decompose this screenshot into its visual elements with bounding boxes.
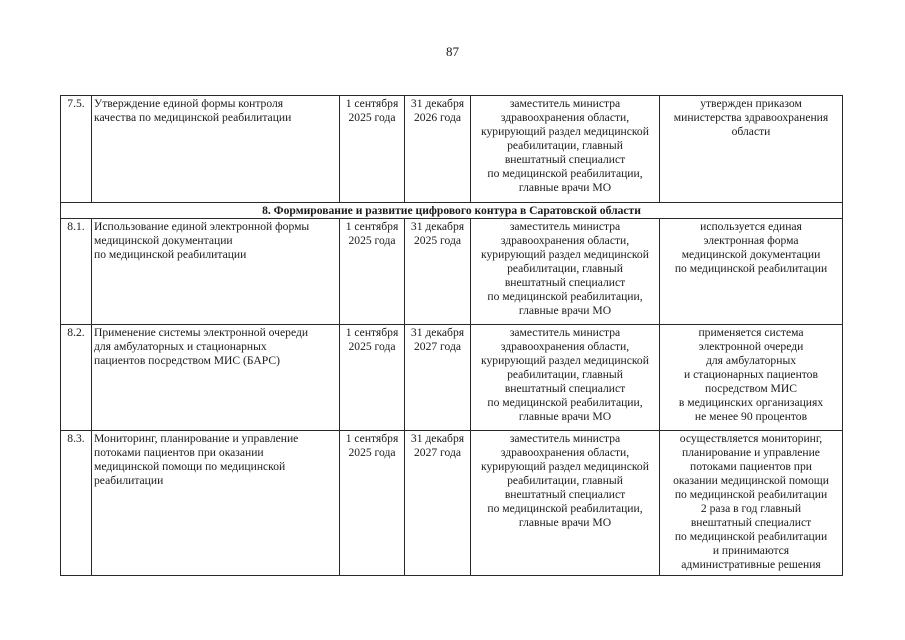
start-date-line: 1 сентября xyxy=(345,220,399,233)
start-date-line: 1 сентября xyxy=(345,97,399,110)
start-date-line: 2025 года xyxy=(348,234,396,247)
expected-result-line: потоками пациентов при xyxy=(689,460,812,473)
start-date xyxy=(340,431,405,576)
end-date xyxy=(405,325,471,431)
task-description-line: Мониторинг, планирование и управление xyxy=(94,432,299,445)
expected-result xyxy=(660,431,843,576)
responsible-persons-line: здравоохранения области, xyxy=(500,234,630,247)
responsible-persons xyxy=(471,96,660,203)
start-date-line: 1 сентября xyxy=(345,326,399,339)
responsible-persons-line: главные врачи МО xyxy=(518,181,612,194)
task-description-line: потоками пациентов при оказании xyxy=(94,446,264,459)
expected-result-line: по медицинской реабилитации xyxy=(674,530,828,543)
responsible-persons-line: главные врачи МО xyxy=(518,304,612,317)
item-number: 8.1. xyxy=(61,219,92,325)
start-date xyxy=(340,219,405,325)
responsible-persons-line: реабилитации, главный xyxy=(507,368,623,381)
responsible-persons-line: здравоохранения области, xyxy=(500,446,630,459)
responsible-persons-line: курирующий раздел медицинской xyxy=(481,354,649,367)
expected-result-line: оказании медицинской помощи xyxy=(673,474,829,487)
task-description-line: Утверждение единой формы контроля xyxy=(94,97,284,110)
responsible-persons xyxy=(471,325,660,431)
task-description-line: качества по медицинской реабилитации xyxy=(94,111,292,124)
expected-result-line: области xyxy=(731,125,771,138)
task-description-line: по медицинской реабилитации xyxy=(94,248,247,261)
responsible-persons xyxy=(471,431,660,576)
expected-result-line: электронная форма xyxy=(703,234,799,247)
task-description-line: пациентов посредством МИС (БАРС) xyxy=(94,354,280,367)
responsible-persons-line: реабилитации, главный xyxy=(507,262,623,275)
action-plan-table xyxy=(60,95,843,576)
end-date-line: 2027 года xyxy=(413,340,462,353)
responsible-persons-line: заместитель министра xyxy=(509,97,621,110)
expected-result-line: по медицинской реабилитации xyxy=(674,262,828,275)
task-description-line: для амбулаторных и стационарных xyxy=(94,340,267,353)
expected-result-line: осуществляется мониторинг, xyxy=(679,432,823,445)
start-date xyxy=(340,325,405,431)
start-date xyxy=(340,96,405,203)
end-date xyxy=(405,431,471,576)
start-date-line: 1 сентября xyxy=(345,432,399,445)
end-date-line: 2027 года xyxy=(413,446,462,459)
responsible-persons-line: по медицинской реабилитации, xyxy=(487,167,643,180)
responsible-persons-line: по медицинской реабилитации, xyxy=(487,502,643,515)
end-date xyxy=(405,96,471,203)
responsible-persons-line: внештатный специалист xyxy=(504,488,626,501)
responsible-persons-line: главные врачи МО xyxy=(518,410,612,423)
item-number: 7.5. xyxy=(61,96,92,203)
task-description-line: медицинской помощи по медицинской xyxy=(94,460,286,473)
task-description-line: Применение системы электронной очереди xyxy=(94,326,309,339)
expected-result-line: используется единая xyxy=(700,220,802,233)
responsible-persons-line: курирующий раздел медицинской xyxy=(481,248,649,261)
responsible-persons xyxy=(471,219,660,325)
end-date xyxy=(405,219,471,325)
expected-result-line: по медицинской реабилитации xyxy=(674,488,828,501)
end-date-line: 31 декабря xyxy=(410,220,465,233)
task-description-line: медицинской документации xyxy=(94,234,233,247)
table-row xyxy=(61,219,843,325)
expected-result-line: электронной очереди xyxy=(698,340,804,353)
task-description xyxy=(92,325,340,431)
end-date-line: 2025 года xyxy=(413,234,462,247)
section-title: 8. Формирование и развитие цифрового контура в Саратовской области xyxy=(61,203,843,219)
expected-result-line: министерства здравоохранения xyxy=(673,111,829,124)
item-number: 8.2. xyxy=(61,325,92,431)
expected-result xyxy=(660,325,843,431)
end-date-line: 31 декабря xyxy=(410,97,465,110)
end-date-line: 31 декабря xyxy=(410,432,465,445)
table-row xyxy=(61,431,843,576)
responsible-persons-line: реабилитации, главный xyxy=(507,474,623,487)
responsible-persons-line: заместитель министра xyxy=(509,432,621,445)
start-date-line: 2025 года xyxy=(348,446,396,459)
task-description-line: Использование единой электронной формы xyxy=(94,220,310,233)
responsible-persons-line: здравоохранения области, xyxy=(500,111,630,124)
expected-result-line: медицинской документации xyxy=(681,248,821,261)
expected-result-line: планирование и управление xyxy=(682,446,820,459)
start-date-line: 2025 года xyxy=(348,340,396,353)
responsible-persons-line: по медицинской реабилитации, xyxy=(487,396,643,409)
responsible-persons-line: внештатный специалист xyxy=(504,382,626,395)
expected-result-line: и принимаются xyxy=(712,544,790,557)
expected-result xyxy=(660,219,843,325)
expected-result-line: административные решения xyxy=(681,558,821,571)
expected-result-line: не менее 90 процентов xyxy=(694,410,808,423)
responsible-persons-line: здравоохранения области, xyxy=(500,340,630,353)
responsible-persons-line: внештатный специалист xyxy=(504,276,626,289)
responsible-persons-line: по медицинской реабилитации, xyxy=(487,290,643,303)
start-date-line: 2025 года xyxy=(348,111,396,124)
table-row xyxy=(61,96,843,203)
expected-result-line: для амбулаторных xyxy=(705,354,797,367)
end-date-line: 2026 года xyxy=(413,111,462,124)
section-header-row xyxy=(61,203,843,219)
task-description-line: реабилитации xyxy=(94,474,164,487)
expected-result-line: внештатный специалист xyxy=(690,516,812,529)
responsible-persons-line: внештатный специалист xyxy=(504,153,626,166)
table-row xyxy=(61,325,843,431)
expected-result xyxy=(660,96,843,203)
responsible-persons-line: курирующий раздел медицинской xyxy=(481,460,649,473)
responsible-persons-line: курирующий раздел медицинской xyxy=(481,125,649,138)
responsible-persons-line: реабилитации, главный xyxy=(507,139,623,152)
task-description xyxy=(92,431,340,576)
task-description xyxy=(92,219,340,325)
expected-result-line: и стационарных пациентов xyxy=(684,368,818,381)
expected-result-line: применяется система xyxy=(698,326,804,339)
page-number: 87 xyxy=(446,44,459,59)
task-description xyxy=(92,96,340,203)
expected-result-line: посредством МИС xyxy=(705,382,797,395)
expected-result-line: 2 раза в год главный xyxy=(700,502,802,515)
end-date-line: 31 декабря xyxy=(410,326,465,339)
item-number: 8.3. xyxy=(61,431,92,576)
responsible-persons-line: главные врачи МО xyxy=(518,516,612,529)
responsible-persons-line: заместитель министра xyxy=(509,220,621,233)
expected-result-line: утвержден приказом xyxy=(700,97,802,110)
responsible-persons-line: заместитель министра xyxy=(509,326,621,339)
expected-result-line: в медицинских организациях xyxy=(678,396,824,409)
